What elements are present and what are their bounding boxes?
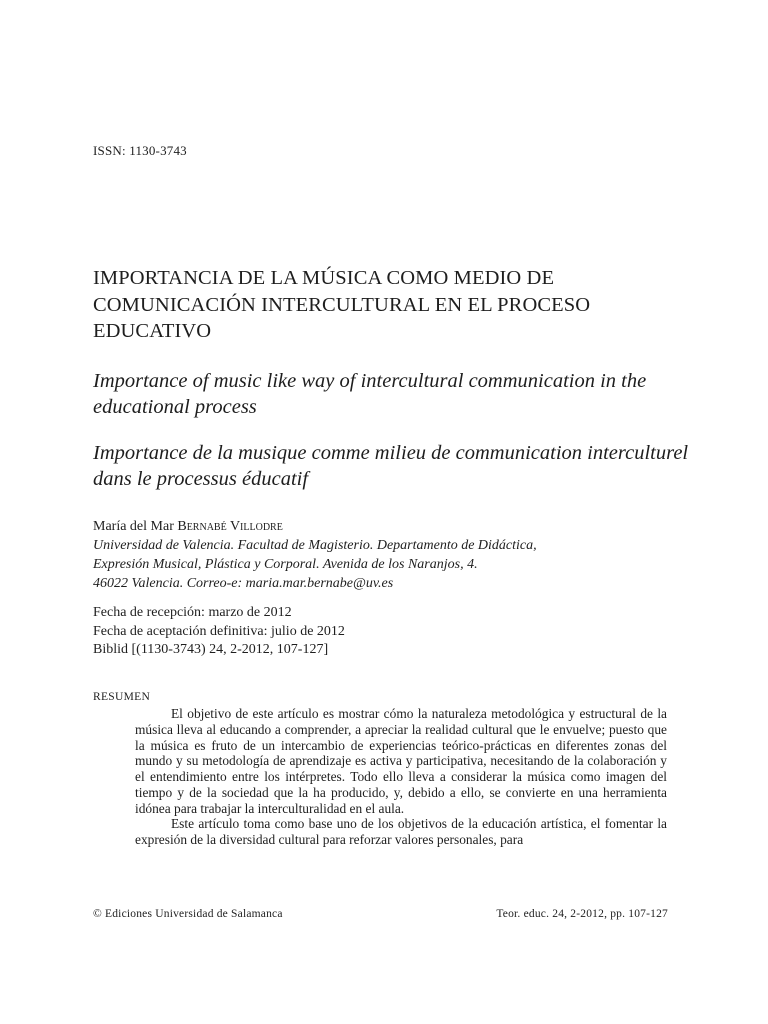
- author-given-name: María del Mar: [93, 519, 174, 534]
- title-english: Importance of music like way of intercultural communication in the educational process: [93, 370, 647, 418]
- abstract-body: [135, 706, 667, 848]
- author-name: [93, 517, 713, 536]
- author-surname: Bernabé Villodre: [177, 519, 283, 534]
- footer-publisher: © Ediciones Universidad de Salamanca: [93, 908, 283, 920]
- title-spanish: IMPORTANCIA DE LA MÚSICA COMO MEDIO DE COMUNICACIÓN INTERCULTURAL EN EL PROCESO EDUCATIVO: [93, 267, 591, 342]
- affiliation-line-2: Expresión Musical, Plástica y Corporal. Avenida de los Naranjos, 4.: [93, 557, 478, 572]
- affiliation-line-3: 46022 Valencia. Correo-e: maria.mar.bernabe@uv.es: [93, 576, 394, 591]
- abstract-label: RESUMEN: [93, 691, 151, 703]
- title-french: Importance de la musique comme milieu de communication interculturel dans le processus éducatif: [93, 442, 689, 490]
- abstract-paragraph-2: Este artículo toma como base uno de los objetivos de la educación artística, el fomentar la expresión de la diversidad cultural para reforzar valores personales, para: [135, 816, 667, 847]
- abstract-paragraph-1: El objetivo de este artículo es mostrar cómo la naturaleza metodológica y estructural de la música lleva al educando a comprender, a apreciar la realidad cultural que le envuelve; puesto que la música es fruto de un intercambio de experiencias teórico-prácticas en diferentes zonas del mundo y su metodología de aprendizaje es activa y participativa, necesitando de la colaboración y el entendimiento entre los intérpretes. Todo ello lleva a considerar la música como imagen del tiempo y de la sociedad que la ha producido, y, debido a ello, se convierte en una herramienta idónea para trabajar la interculturalidad en el aula.: [135, 706, 667, 816]
- accepted-date: Fecha de aceptación definitiva: julio de 2012: [93, 623, 345, 639]
- received-date: Fecha de recepción: marzo de 2012: [93, 605, 292, 620]
- author-block: [93, 517, 713, 593]
- affiliation-line-1: Universidad de Valencia. Facultad de Magisterio. Departamento de Didáctica,: [93, 538, 537, 553]
- dates-block: [93, 604, 713, 660]
- issn-label: ISSN: 1130-3743: [93, 143, 187, 158]
- footer-citation: Teor. educ. 24, 2-2012, pp. 107-127: [496, 908, 668, 920]
- biblid: Biblid [(1130-3743) 24, 2-2012, 107-127]: [93, 642, 329, 657]
